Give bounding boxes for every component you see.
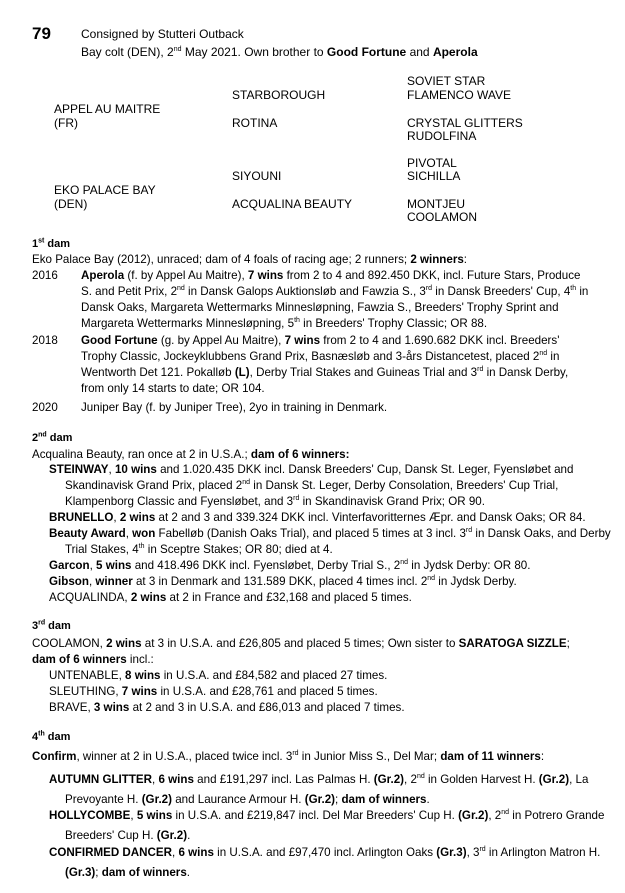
ped-sire-dam: ROTINA: [232, 116, 278, 130]
intro-text: Eko Palace Bay (2012), unraced; dam of 4 foals of racing age; 2 runners;: [32, 253, 411, 266]
horse-name: AUTUMN GLITTER: [49, 773, 153, 786]
horse-name: HOLLYCOMBE: [49, 809, 131, 822]
desc-and: and: [406, 45, 433, 59]
grade-badge: (Gr.2): [156, 829, 188, 842]
ped-dam-country: (DEN): [54, 197, 88, 211]
ped-sire-sire: STARBOROUGH: [232, 88, 326, 102]
intro-wins: 2 wins: [106, 637, 142, 650]
progeny-text: and Laurance Armour H.: [171, 793, 305, 806]
desc-mid: May 2021. Own brother to: [181, 45, 327, 59]
own-brother-good-fortune: Good Fortune: [326, 45, 407, 59]
ped-dam: EKO PALACE BAY: [54, 183, 156, 197]
horse-wins: 10 wins: [114, 463, 157, 476]
grade-badge: (Gr.2): [373, 773, 405, 786]
progeny-brave: [49, 700, 405, 716]
grade-badge: (Gr.3): [436, 846, 467, 859]
entry-sup: nd: [539, 350, 548, 358]
ped-dds: MONTJEU: [407, 197, 465, 211]
horse-name: UNTENABLE,: [49, 669, 126, 682]
progeny-text: in U.S.A. and £97,470 incl. Arlington Oaks: [213, 846, 437, 859]
progeny-text: in U.S.A. and £219,847 incl. Del Mar Breeders' Cup H.: [172, 809, 459, 822]
intro-end: :: [463, 253, 468, 266]
progeny-text: .: [186, 866, 191, 879]
intro-text: Acqualina Beauty, ran once at 2 in U.S.A.;: [32, 448, 251, 461]
intro-text: at 3 in U.S.A. and £26,805 and placed 5 times; Own sister to: [141, 637, 459, 650]
intro-sup: rd: [292, 750, 299, 758]
ped-sire-country: (FR): [54, 116, 78, 130]
horse-name: STEINWAY: [49, 463, 109, 476]
entry-sup: rd: [425, 285, 433, 293]
progeny-confirmed-dancer: [49, 843, 620, 883]
listed-badge: (L): [234, 366, 250, 379]
consignor-line: Consigned by Stutteri Outback: [81, 27, 244, 41]
progeny-sup: rd: [293, 495, 300, 503]
grade-badge: (Gr.2): [538, 773, 570, 786]
horse-name: ACQUALINDA: [49, 591, 125, 604]
progeny-text: , 3: [466, 846, 480, 859]
title-sup: st: [38, 237, 45, 245]
progeny-text: in U.S.A. and £84,582 and placed 27 times.: [160, 669, 388, 682]
grade-badge: (Gr.2): [304, 793, 336, 806]
progeny-sup: nd: [416, 773, 425, 781]
ped-sss: SOVIET STAR: [407, 74, 486, 88]
horse-wins: 2 wins: [119, 511, 156, 524]
progeny-text: ;: [335, 793, 342, 806]
ped-sire: APPEL AU MAITRE: [54, 102, 161, 116]
grade-badge: (Gr.2): [458, 809, 489, 822]
entry-text: , Derby Trial Stakes and Guineas Trial and 3: [249, 366, 478, 379]
title-word: dam: [46, 432, 73, 444]
progeny-acqualinda: ACQUALINDA, 2 wins at 2 in France and £32,168 and placed 5 times.: [49, 591, 412, 604]
grade-badge: (Gr.2): [141, 793, 172, 806]
progeny-text: and £191,297 incl. Las Palmas H.: [193, 773, 374, 786]
intro-text: COOLAMON,: [32, 637, 107, 650]
progeny-text: in U.S.A. and £28,761 and placed 5 times.: [157, 685, 378, 698]
title-word: dam: [44, 731, 71, 743]
intro-bold: dam of 6 winners:: [250, 448, 350, 461]
intro-dam-of: dam of 11 winners: [440, 750, 541, 763]
title-sup: nd: [38, 431, 47, 439]
title-num: 3: [32, 620, 39, 632]
progeny-text: in Sceptre Stakes; OR 80; died at 4.: [144, 543, 333, 556]
horse-name: CONFIRMED DANCER: [49, 846, 173, 859]
intro-dam-of: dam of 6 winners: [32, 653, 127, 666]
progeny-text: , La Prevoyante H.: [65, 773, 589, 806]
horse-wins: 7 wins: [121, 685, 158, 698]
title-sup: th: [38, 730, 45, 738]
progeny-beauty-award: Beauty Award, won Fabelløb (Danish Oaks Trial), and placed 5 times at 3 incl. 3rd in Dansk Oaks, and Derby Trial Stakes, 4th in Sceptre Stakes; OR 80; died at 4.: [49, 527, 611, 556]
progeny-text: in Dansk St. Leger, Derby Consolation, Breeders' Cup Trial, Klampenborg Classic and Fyensløbet, and 3: [65, 479, 559, 508]
progeny-text: in Golden Harvest H.: [424, 773, 539, 786]
entry-text: (f. by Appel Au Maitre),: [124, 269, 248, 282]
intro-text: in Junior Miss S., Del Mar;: [298, 750, 441, 763]
horse-name: Beauty Award: [49, 527, 126, 540]
ped-sdd: RUDOLFINA: [407, 129, 477, 143]
ped-dss: PIVOTAL: [407, 156, 457, 170]
progeny-sup: nd: [242, 479, 251, 487]
entry-text: (g. by Appel Au Maitre),: [157, 334, 285, 347]
progeny-text: and 1.020.435 DKK incl. Dansk Breeders' Cup, Dansk St. Leger, Fyensløbet and Skandinavisk Grand Prix, placed 2: [65, 463, 574, 492]
entry-year: 2016: [32, 269, 58, 282]
third-dam-intro-2: [32, 652, 154, 668]
entry-juniper-bay: Juniper Bay (f. by Juniper Tree), 2yo in training in Denmark.: [81, 401, 388, 414]
intro-text: ;: [566, 637, 570, 650]
horse-wins: 6 wins: [158, 773, 194, 786]
entry-text: in Wentworth Det 121. Pokalløb: [81, 350, 560, 379]
progeny-untenable: [49, 668, 387, 684]
horse-wins: 5 wins: [136, 809, 173, 822]
progeny-text: in Jydsk Derby.: [435, 575, 517, 588]
fourth-dam-title: [32, 731, 70, 743]
horse-wins: 3 wins: [93, 701, 130, 714]
second-dam-title: [32, 432, 72, 444]
horse-name: Gibson: [49, 575, 89, 588]
progeny-sup: rd: [465, 527, 473, 535]
progeny-text: in Arlington Matron H.: [485, 846, 601, 859]
progeny-text: in Dansk Oaks, and Derby Trial Stakes, 4: [65, 527, 611, 556]
entry-text: in Dansk Derby, from only 14 starts to date; OR 104.: [81, 366, 569, 395]
dam-of-winners: dam of winners: [341, 793, 427, 806]
progeny-gibson: Gibson, winner at 3 in Denmark and 131.589 DKK, placed 4 times incl. 2nd in Jydsk Derby.: [49, 575, 517, 588]
progeny-text: in Potrero Grande Breeders' Cup H.: [65, 809, 605, 842]
progeny-sup: rd: [479, 846, 486, 854]
ped-ssd: FLAMENCO WAVE: [407, 88, 512, 102]
progeny-steinway: STEINWAY, 10 wins and 1.020.435 DKK incl. Dansk Breeders' Cup, Dansk St. Leger, Fyensløbet and Skandinavisk Grand Prix, placed 2nd in Dansk St. Leger, Derby Consolation, Breeders' Cup Trial, Klampenborg Classic and Fyensløbet, and 3rd in Skandinavisk Grand Prix; OR 90.: [49, 463, 574, 508]
progeny-text: .: [187, 829, 191, 842]
entry-year: 2020: [32, 401, 58, 414]
entry-aperola: [81, 268, 591, 332]
entry-wins: 7 wins: [284, 334, 321, 347]
progeny-text: at 2 and 3 in U.S.A. and £86,013 and placed 7 times.: [129, 701, 405, 714]
third-dam-title: [32, 620, 71, 632]
progeny-text: , 2: [488, 809, 502, 822]
entry-text: in Dansk Galops Auktionsløb and Fawzia S., 3: [184, 285, 426, 298]
progeny-text: , 2: [404, 773, 417, 786]
ped-dsd: SICHILLA: [407, 169, 461, 183]
ped-dam-dam: ACQUALINA BEAUTY: [232, 197, 353, 211]
ped-sds: CRYSTAL GLITTERS: [407, 116, 523, 130]
third-dam-intro: [32, 636, 570, 652]
lot-number: 79: [32, 24, 51, 43]
progeny-sup: nd: [400, 559, 409, 567]
progeny-text: at 2 in France and £32,168 and placed 5 times.: [166, 591, 412, 604]
progeny-text: in Jydsk Derby: OR 80.: [408, 559, 531, 572]
intro-text: , winner at 2 in U.S.A., placed twice incl. 3: [76, 750, 293, 763]
dam-of-winners: dam of winners: [101, 866, 187, 879]
horse-name: Good Fortune: [81, 334, 158, 347]
own-sister-name: SARATOGA SIZZLE: [458, 637, 567, 650]
progeny-text: in Skandinavisk Grand Prix; OR 90.: [299, 495, 485, 508]
grade-badge: (Gr.3): [65, 866, 96, 879]
progeny-autumn-glitter: [49, 770, 620, 810]
progeny-sleuthing: [49, 684, 378, 700]
progeny-sup: nd: [501, 809, 510, 817]
horse-wins: 6 wins: [178, 846, 214, 859]
title-word: dam: [45, 620, 71, 632]
progeny-text: ,: [172, 846, 179, 859]
entry-text: in Dansk Breeders' Cup, 4: [432, 285, 571, 298]
title-word: dam: [44, 238, 71, 250]
horse-name: Garcon: [49, 559, 90, 572]
entry-sup: rd: [477, 366, 484, 374]
title-sup: rd: [38, 619, 46, 627]
progeny-hollycombe: [49, 806, 620, 846]
desc-sup: nd: [173, 46, 182, 53]
intro-text: :: [540, 750, 545, 763]
progeny-text: and 418.496 DKK incl. Fyensløbet, Derby Trial S., 2: [131, 559, 401, 572]
entry-text: from 2 to 4 and 1.690.682 DKK incl. Breeders' Trophy Classic, Jockeyklubbens Grand Prix, Basnæsløb and 3-års Distancetest, placed 2: [81, 334, 560, 363]
progeny-text: ;: [95, 866, 102, 879]
progeny-text: ,: [152, 773, 159, 786]
entry-sup: th: [294, 317, 300, 325]
horse-wins: 5 wins: [96, 559, 132, 572]
progeny-garcon: Garcon, 5 wins and 418.496 DKK incl. Fyensløbet, Derby Trial S., 2nd in Jydsk Derby: OR 80.: [49, 559, 531, 572]
first-dam-title: [32, 238, 70, 250]
entry-sup: th: [570, 285, 577, 293]
intro-text: incl.:: [126, 653, 154, 666]
ped-ddd: COOLAMON: [407, 210, 478, 224]
own-brother-aperola: Aperola: [432, 45, 478, 59]
title-num: 4: [32, 731, 39, 743]
ped-dam-sire: SIYOUNI: [232, 169, 282, 183]
horse-wins: 8 wins: [125, 669, 161, 682]
entry-text: in Dansk Oaks, Margareta Wettermarks Minnesløpning, Fawzia S., Breeders' Trophy Sprint and Margareta Wettermarks Minnesløpning, 5: [81, 285, 589, 330]
entry-sup: nd: [177, 285, 185, 293]
desc-pre: Bay colt (DEN), 2: [81, 45, 174, 59]
horse-wins: 2 wins: [130, 591, 167, 604]
horse-name: BRAVE,: [49, 701, 94, 714]
second-dam-intro: [32, 447, 349, 463]
progeny-text: at 2 and 3 and 339.324 DKK incl. Vinterfavoritternes Æpr. and Dansk Oaks; OR 84.: [155, 511, 586, 524]
entry-text: in Breeders' Trophy Classic; OR 88.: [299, 317, 488, 330]
progeny-sup: nd: [427, 575, 436, 583]
progeny-brunello: BRUNELLO, 2 wins at 2 and 3 and 339.324 DKK incl. Vinterfavoritternes Æpr. and Dansk Oaks; OR 84.: [49, 511, 586, 524]
title-num: 1: [32, 238, 39, 250]
horse-winner: winner: [95, 575, 133, 588]
progeny-sup: th: [138, 543, 145, 551]
progeny-text: Fabelløb (Danish Oaks Trial), and placed 5 times at 3 incl. 3: [155, 527, 466, 540]
first-dam-intro: [32, 252, 622, 268]
horse-name: Confirm: [32, 750, 77, 763]
title-num: 2: [32, 432, 39, 444]
entry-good-fortune: [81, 333, 591, 397]
fourth-dam-intro: [32, 749, 544, 765]
entry-wins: 7 wins: [247, 269, 284, 282]
progeny-text: ,: [130, 809, 137, 822]
horse-won: won: [132, 527, 156, 540]
horse-name: SLEUTHING,: [49, 685, 122, 698]
horse-name: BRUNELLO: [49, 511, 114, 524]
horse-name: Aperola: [81, 269, 125, 282]
lot-description: [81, 44, 478, 61]
progeny-text: at 3 in Denmark and 131.589 DKK, placed 4 times incl. 2: [132, 575, 428, 588]
intro-bold: 2 winners: [410, 253, 464, 266]
progeny-text: .: [426, 793, 430, 806]
entry-year: 2018: [32, 334, 58, 347]
entry-text: from 2 to 4 and 892.450 DKK, incl. Future Stars, Produce S. and Petit Prix, 2: [81, 269, 581, 298]
